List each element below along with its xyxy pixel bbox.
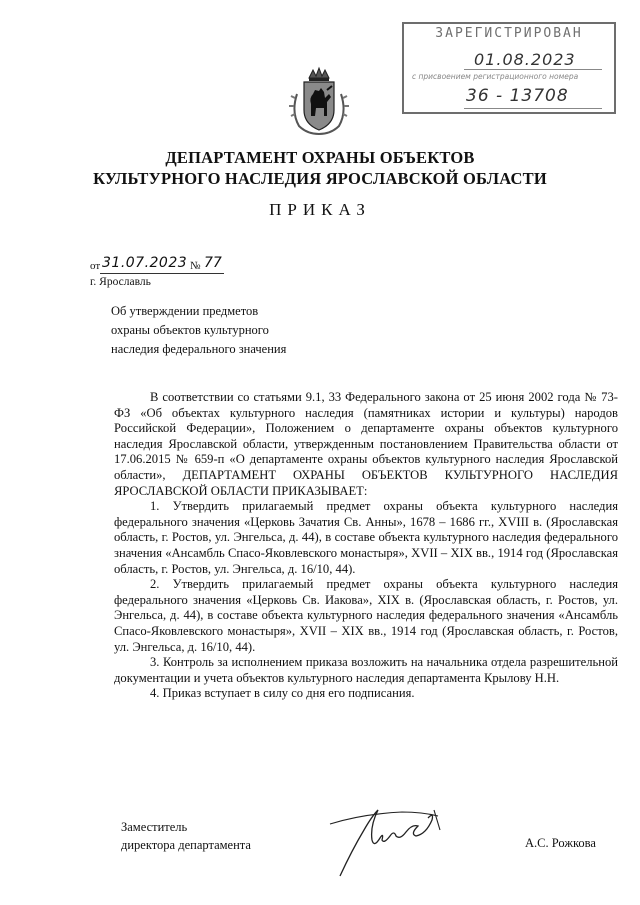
signer-name: А.С. Рожкова [525, 836, 596, 850]
preamble-line: ДЕПАРТАМЕНТ ОХРАНЫ ОБЪЕКТОВ КУЛЬТУРНОГО НАСЛЕДИЯ [182, 467, 618, 482]
signer-position-line: Заместитель [121, 820, 188, 834]
handwritten-signature [322, 790, 462, 882]
date-prefix: от [90, 260, 101, 272]
preamble-line: постановлением Правительства области от 17.06.2015 № 659-п [114, 436, 618, 467]
stamp-note: с присвоением регистрационного номера [412, 72, 579, 81]
city: г. Ярославль [90, 276, 151, 288]
order-date: 31.07.2023 [102, 255, 188, 271]
stamp-divider [464, 69, 602, 70]
number-label: № [190, 260, 201, 272]
stamp-registration-number: 36 - 13708 [466, 86, 569, 106]
date-underline [100, 273, 224, 274]
signer-position [121, 818, 251, 854]
order-number: 77 [204, 255, 222, 271]
document-type: ПРИКАЗ [269, 200, 371, 219]
subject-line: охраны объектов культурного [111, 323, 269, 337]
order-item: 3. Контроль за исполнением приказа возложить на начальника отдела разрешительной документации и учета объектов культурного наследия департамента Крылову Н.Н. [114, 655, 618, 685]
order-subject [111, 302, 286, 359]
preamble-line: В соответствии со статьями 9.1, 33 Федерального закона от 25 июня [150, 390, 525, 404]
department-name-line: ДЕПАРТАМЕНТ ОХРАНЫ ОБЪЕКТОВ [165, 148, 475, 167]
date-number-line [90, 255, 250, 275]
preamble-line: ЯРОСЛАВСКОЙ ОБЛАСТИ ПРИКАЗЫВАЕТ: [114, 483, 368, 498]
department-name-line: КУЛЬТУРНОГО НАСЛЕДИЯ ЯРОСЛАВСКОЙ ОБЛАСТИ [93, 169, 547, 188]
stamp-divider [464, 108, 602, 109]
stamp-date: 01.08.2023 [474, 50, 576, 69]
subject-line: Об утверждении предметов [111, 304, 259, 318]
order-item: 4. Приказ вступает в силу со дня его подписания. [150, 686, 415, 701]
order-body [114, 390, 618, 702]
coat-of-arms-icon [287, 64, 351, 136]
stamp-title: ЗАРЕГИСТРИРОВАН [435, 26, 583, 41]
preamble-line: «О департаменте охраны объектов культурного наследия Ярославской области», [114, 452, 618, 482]
preamble-line: и культуры) народов Российской Федерации», Положением о департаменте [114, 405, 618, 436]
preamble [114, 390, 618, 499]
order-item: 2. Утвердить прилагаемый предмет охраны объекта культурного наследия федерального значения «Церковь Св. Иакова», XIX в. (Ярославская область, г. Ростов, ул. Энгельса, д. 44), в составе объекта культурного наследия федерального значения «Ансамбль Спасо-Яковлевского монастыря», XVII – XIX вв., 1914 год (Ярославская область, г. Ростов, ул. Энгельса, д. 16/10, 44). [114, 577, 618, 654]
signer-position-line: директора департамента [121, 838, 251, 852]
order-item: 1. Утвердить прилагаемый предмет охраны объекта культурного наследия федерального значения «Церковь Зачатия Св. Анны», 1678 – 1686 гг., XVIII в. (Ярославская область, г. Ростов, ул. Энгельса, д. 44), в составе объекта культурного наследия федерального значения «Ансамбль Спасо-Яковлевского монастыря», XVII – XIX вв., 1914 год (Ярославская область, г. Ростов, ул. Энгельса, д. 16/10, 44). [114, 499, 618, 576]
preamble-line: охраны объектов культурного наследия Ярославской области, утвержденным [114, 421, 618, 451]
preamble-line: 2002 года № 73-ФЗ «Об объектах культурного наследия (памятниках истории [114, 390, 618, 420]
registration-stamp [402, 22, 616, 114]
department-name [0, 147, 640, 189]
subject-line: наследия федерального значения [111, 342, 287, 356]
